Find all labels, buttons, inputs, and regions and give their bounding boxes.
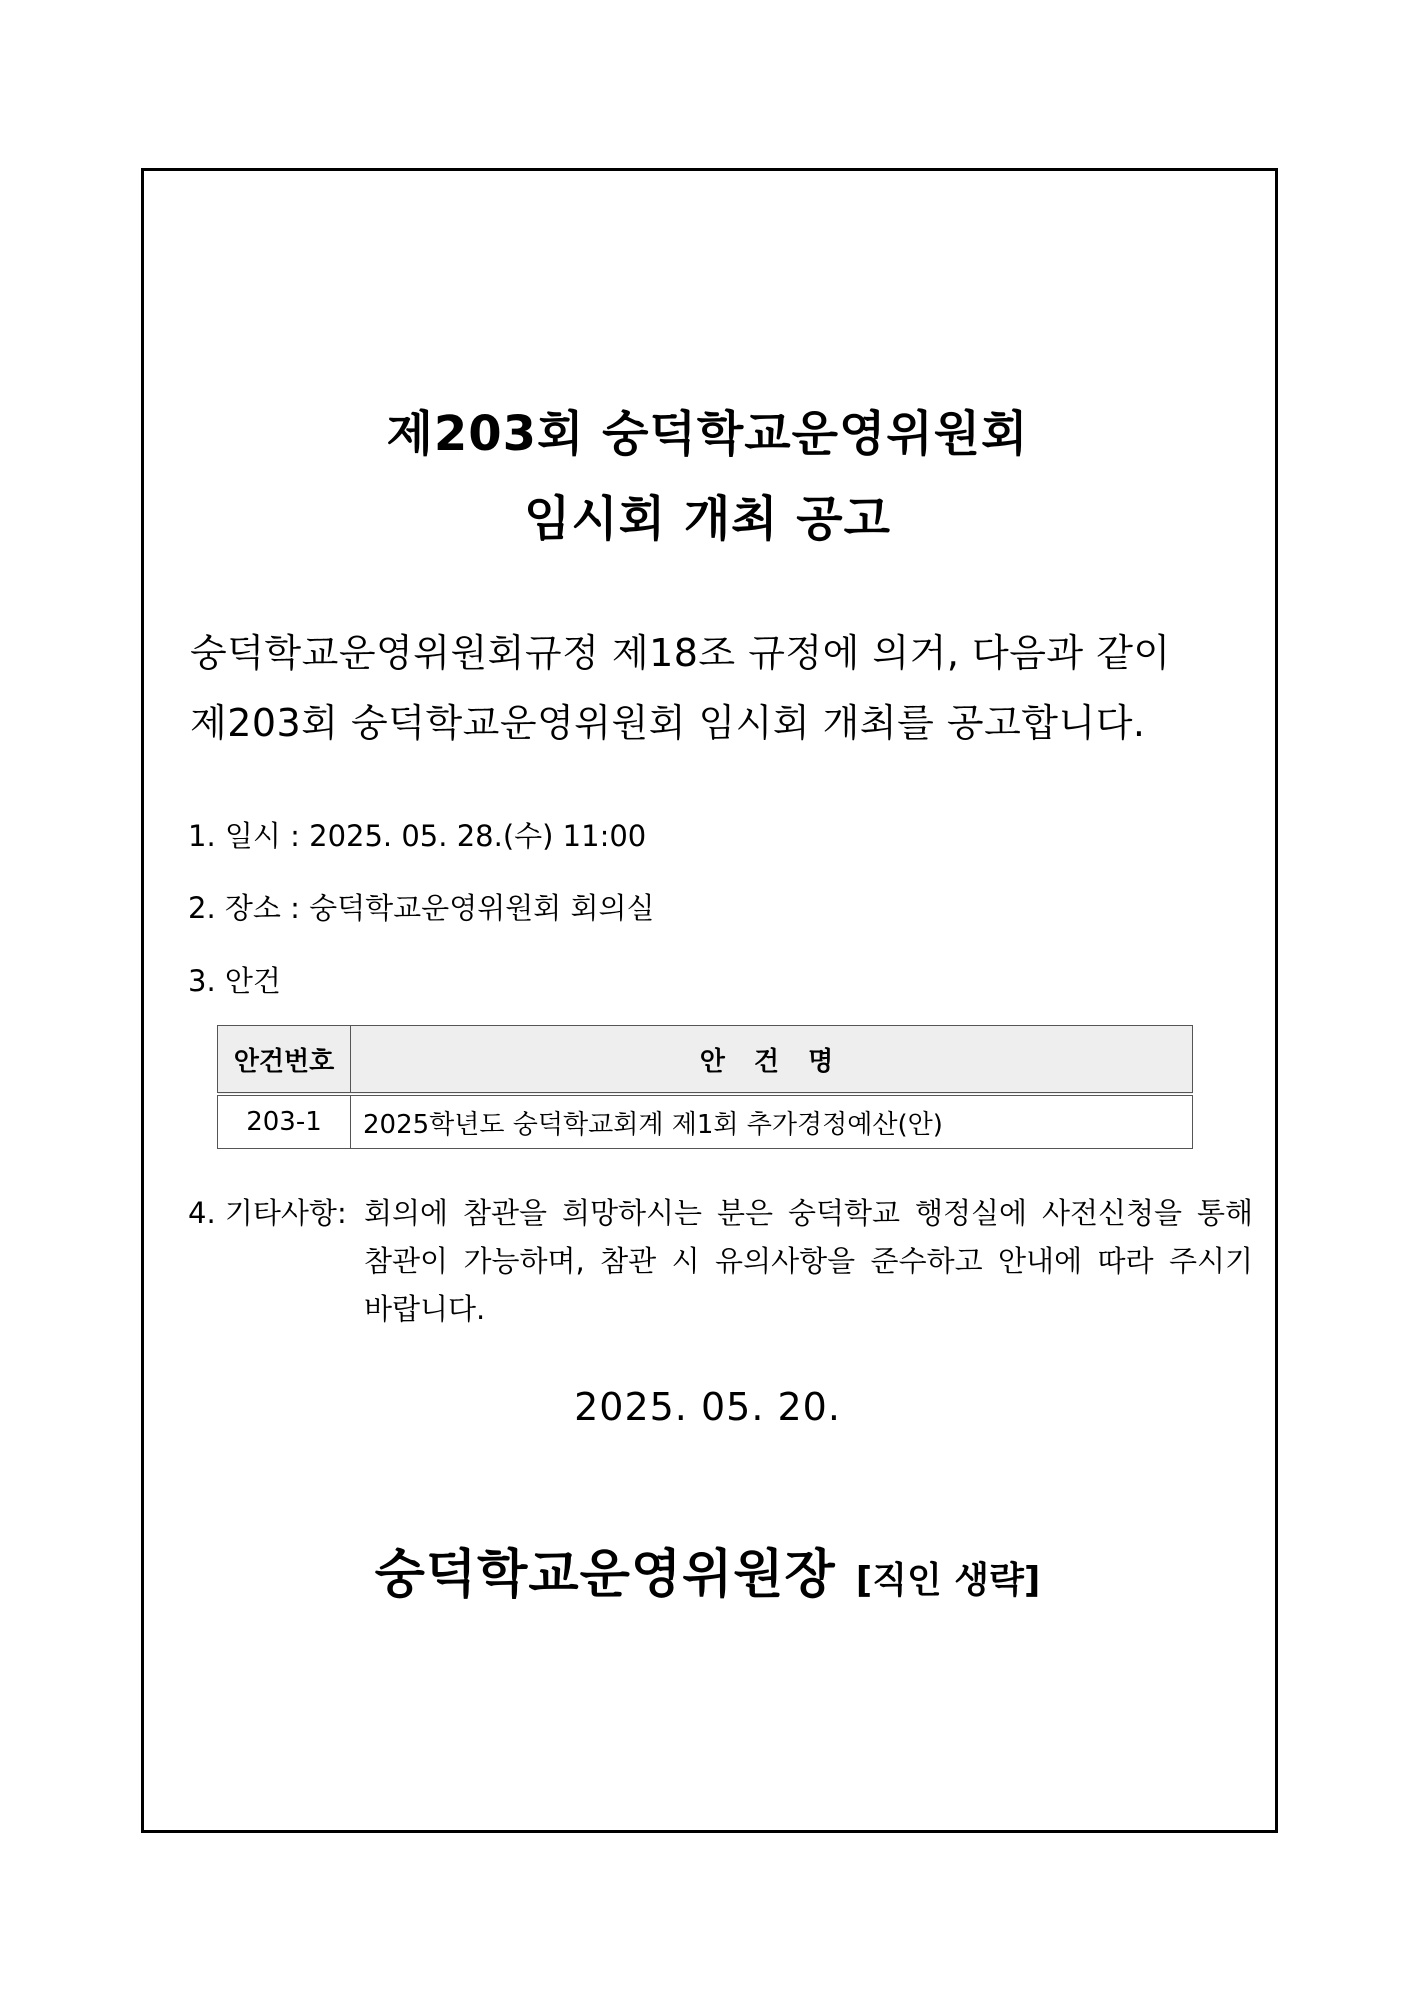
agenda-cell-number: 203-1	[218, 1094, 351, 1149]
agenda-header-number: 안건번호	[218, 1026, 351, 1095]
signer-block	[0, 1532, 1415, 1607]
item-agenda-heading: 3. 안건	[188, 964, 281, 998]
table-row	[218, 1094, 1193, 1149]
seal-omitted-note: [직인 생략]	[855, 1560, 1041, 1601]
agenda-header-row	[218, 1026, 1193, 1095]
intro-line-2: 제203회 숭덕학교운영위원회 임시회 개최를 공고합니다.	[190, 701, 1146, 745]
agenda-header-name: 안 건 명	[351, 1026, 1193, 1095]
etc-label: 4. 기타사항:	[188, 1196, 347, 1230]
title-line-2: 임시회 개최 공고	[524, 491, 891, 547]
etc-text: 회의에 참관을 희망하시는 분은 숭덕학교 행정실에 사전신청을 통해 참관이 가능하며, 참관 시 유의사항을 준수하고 안내에 따라 주시기 바랍니다.	[364, 1196, 1253, 1326]
agenda-cell-name: 2025학년도 숭덕학교회계 제1회 추가경정예산(안)	[351, 1094, 1193, 1149]
notice-date: 2025. 05. 20.	[574, 1385, 841, 1429]
item-datetime: 1. 일시 : 2025. 05. 28.(수) 11:00	[188, 819, 647, 853]
signer-name: 숭덕학교운영위원장	[374, 1545, 836, 1605]
agenda-table	[217, 1025, 1193, 1149]
title-line-1: 제203회 숭덕학교운영위원회	[386, 406, 1029, 462]
intro-line-1: 숭덕학교운영위원회규정 제18조 규정에 의거, 다음과 같이	[190, 631, 1171, 675]
item-place: 2. 장소 : 숭덕학교운영위원회 회의실	[188, 891, 655, 925]
